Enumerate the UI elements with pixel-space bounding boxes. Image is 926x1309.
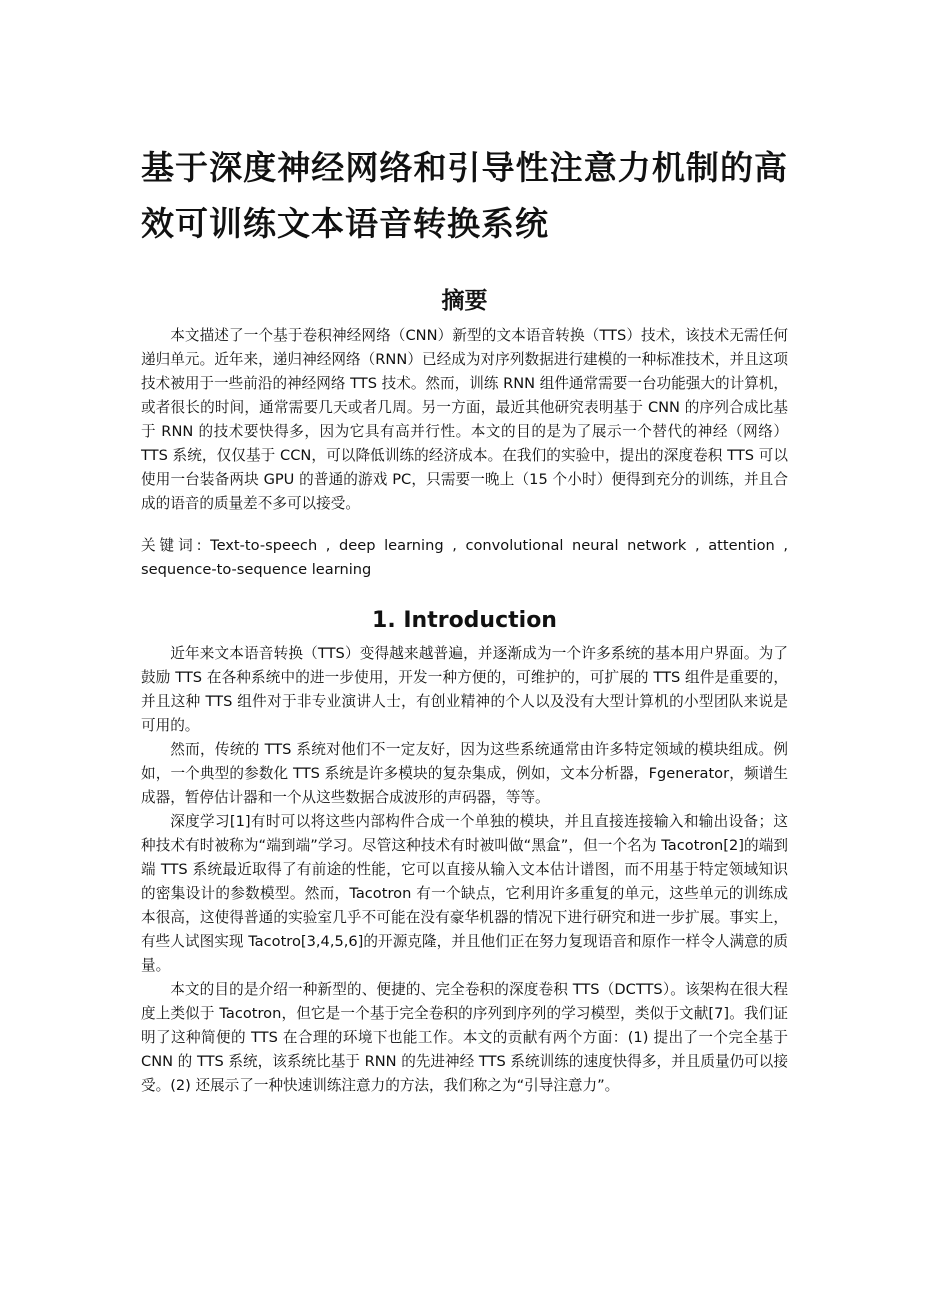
keywords: 关键词: Text-to-speech , deep learning , convolutional neural network , attention , sequence-to-sequence learning [141,537,788,578]
abstract-heading: 摘要 [441,288,488,314]
abstract-text: 本文描述了一个基于卷积神经网络（CNN）新型的文本语音转换（TTS）技术，该技术无需任何递归单元。近年来，递归神经网络（RNN）已经成为对序列数据进行建模的一种标准技术，并且这项技术被用于一些前沿的神经网络 TTS 技术。然而，训练 RNN 组件通常需要一台功能强大的计算机，或者很长的时间，通常需要几天或者几周。另一方面，最近其他研究表明基于 CNN 的序列合成比基于 RNN 的技术要快得多，因为它具有高并行性。本文的目的是为了展示一个替代的神经（网络）TTS 系统，仅仅基于 CCN，可以降低训练的经济成本。在我们的实验中，提出的深度卷积 TTS 可以使用一台装备两块 GPU 的普通的游戏 PC，只需要一晚上（15 个小时）便得到充分的训练，并且合成的语音的质量差不多可以接受。 [141,327,788,512]
intro-paragraph: 深度学习[1]有时可以将这些内部构件合成一个单独的模块，并且直接连接输入和输出设备；这种技术有时被称为“端到端”学习。尽管这种技术有时被叫做“黑盒”，但一个名为 Tacotron[2]的端到端 TTS 系统最近取得了有前途的性能，它可以直接从输入文本估计谱图，而不用基于特定领域知识的密集设计的参数模型。然而，Tacotron 有一个缺点，它利用许多重复的单元，这些单元的训练成本很高，这使得普通的实验室几乎不可能在没有豪华机器的情况下进行研究和进一步扩展。事实上，有些人试图实现 Tacotro[3,4,5,6]的开源克隆，并且他们正在努力复现语音和原作一样令人满意的质量。 [141,813,788,974]
paper-page [141,140,788,1098]
intro-paragraph: 本文的目的是介绍一种新型的、便捷的、完全卷积的深度卷积 TTS（DCTTS）。该架构在很大程度上类似于 Tacotron，但它是一个基于完全卷积的序列到序列的学习模型，类似于文献[7]。我们证明了这种简便的 TTS 在合理的环境下也能工作。本文的贡献有两个方面：(1) 提出了一个完全基于 CNN 的 TTS 系统，该系统比基于 RNN 的先进神经 TTS 系统训练的速度快得多，并且质量仍可以接受。(2) 还展示了一种快速训练注意力的方法，我们称之为“引导注意力”。 [141,981,788,1094]
intro-paragraph: 近年来文本语音转换（TTS）变得越来越普遍，并逐渐成为一个许多系统的基本用户界面。为了鼓励 TTS 在各种系统中的进一步使用，开发一种方便的，可维护的，可扩展的 TTS 组件是重要的，并且这种 TTS 组件对于非专业演讲人士，有创业精神的个人以及没有大型计算机的小型团队来说是可用的。 [141,645,788,734]
section-heading-introduction: 1. Introduction [372,608,557,633]
intro-paragraph: 然而，传统的 TTS 系统对他们不一定友好，因为这些系统通常由许多特定领域的模块组成。例如，一个典型的参数化 TTS 系统是许多模块的复杂集成，例如，文本分析器，Fgenerator，频谱生成器，暂停估计器和一个从这些数据合成波形的声码器，等等。 [141,741,788,806]
paper-title: 基于深度神经网络和引导性注意力机制的高效可训练文本语音转换系统 [141,148,788,243]
